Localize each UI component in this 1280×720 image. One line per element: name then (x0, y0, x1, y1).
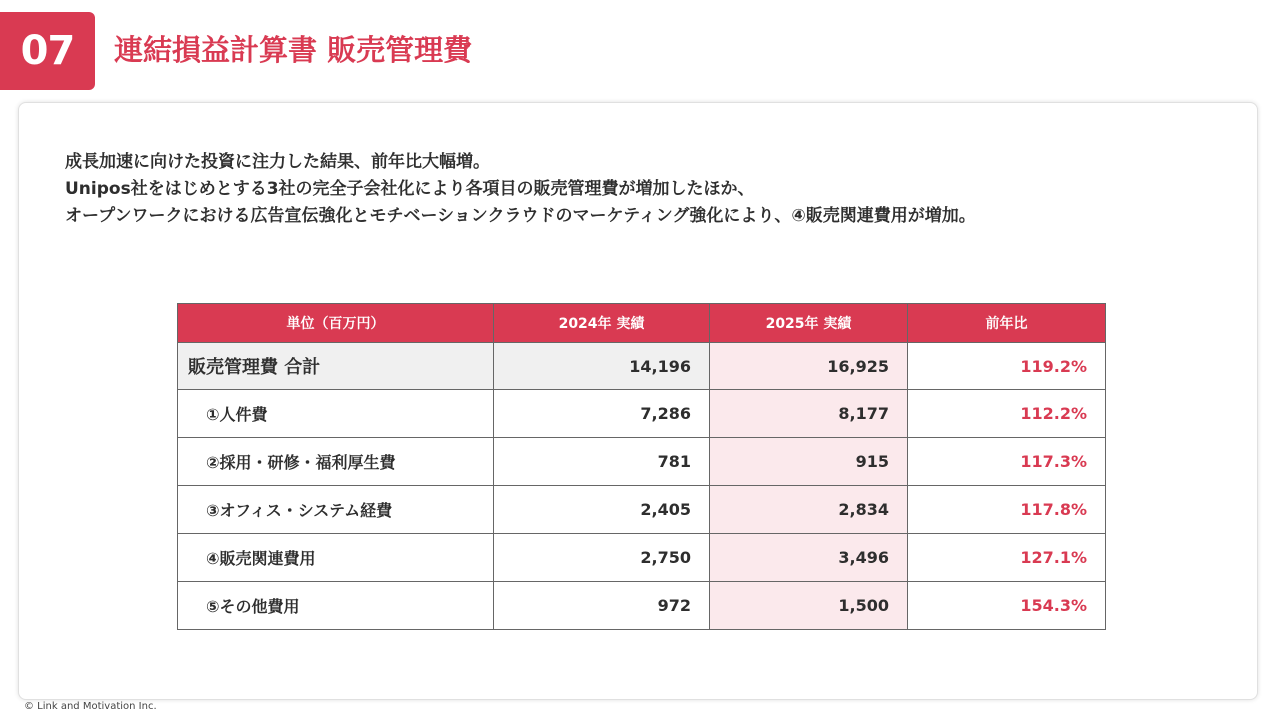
value-2024: 14,196 (494, 343, 710, 390)
table-row (178, 390, 1106, 438)
table-row (178, 438, 1106, 486)
row-label: ⑤その他費用 (178, 582, 494, 630)
table-row (178, 534, 1106, 582)
row-label: ③オフィス・システム経費 (178, 486, 494, 534)
intro-text (65, 149, 976, 230)
value-ratio: 154.3% (908, 582, 1106, 630)
value-2025: 915 (710, 438, 908, 486)
value-ratio: 127.1% (908, 534, 1106, 582)
header-2024: 2024年 実績 (494, 304, 710, 343)
value-2024: 781 (494, 438, 710, 486)
intro-line: オープンワークにおける広告宣伝強化とモチベーションクラウドのマーケティング強化により、④販売関連費用が増加。 (65, 206, 976, 226)
section-number-badge: 07 (0, 12, 95, 90)
header-unit: 単位（百万円） (178, 304, 494, 343)
row-label: ②採用・研修・福利厚生費 (178, 438, 494, 486)
value-2024: 7,286 (494, 390, 710, 438)
row-label: 販売管理費 合計 (178, 343, 494, 390)
table-row (178, 486, 1106, 534)
value-2025: 2,834 (710, 486, 908, 534)
page-title: 連結損益計算書 販売管理費 (114, 33, 473, 67)
value-2024: 2,750 (494, 534, 710, 582)
value-2025: 3,496 (710, 534, 908, 582)
row-label: ①人件費 (178, 390, 494, 438)
value-2024: 972 (494, 582, 710, 630)
value-2025: 1,500 (710, 582, 908, 630)
value-ratio: 112.2% (908, 390, 1106, 438)
table-row-total (178, 343, 1106, 390)
intro-line: 成長加速に向けた投資に注力した結果、前年比大幅増。 (65, 152, 490, 172)
value-ratio: 117.3% (908, 438, 1106, 486)
value-ratio: 117.8% (908, 486, 1106, 534)
table-row (178, 582, 1106, 630)
value-2025: 16,925 (710, 343, 908, 390)
copyright-notice: © Link and Motivation Inc. (24, 701, 157, 712)
header-2025: 2025年 実績 (710, 304, 908, 343)
value-2024: 2,405 (494, 486, 710, 534)
content-card (18, 102, 1258, 700)
value-2025: 8,177 (710, 390, 908, 438)
sga-table (177, 303, 1106, 630)
intro-line: Unipos社をはじめとする3社の完全子会社化により各項目の販売管理費が増加したほか、 (65, 179, 755, 199)
value-ratio: 119.2% (908, 343, 1106, 390)
header-ratio: 前年比 (908, 304, 1106, 343)
row-label: ④販売関連費用 (178, 534, 494, 582)
table-header-row (178, 304, 1106, 343)
